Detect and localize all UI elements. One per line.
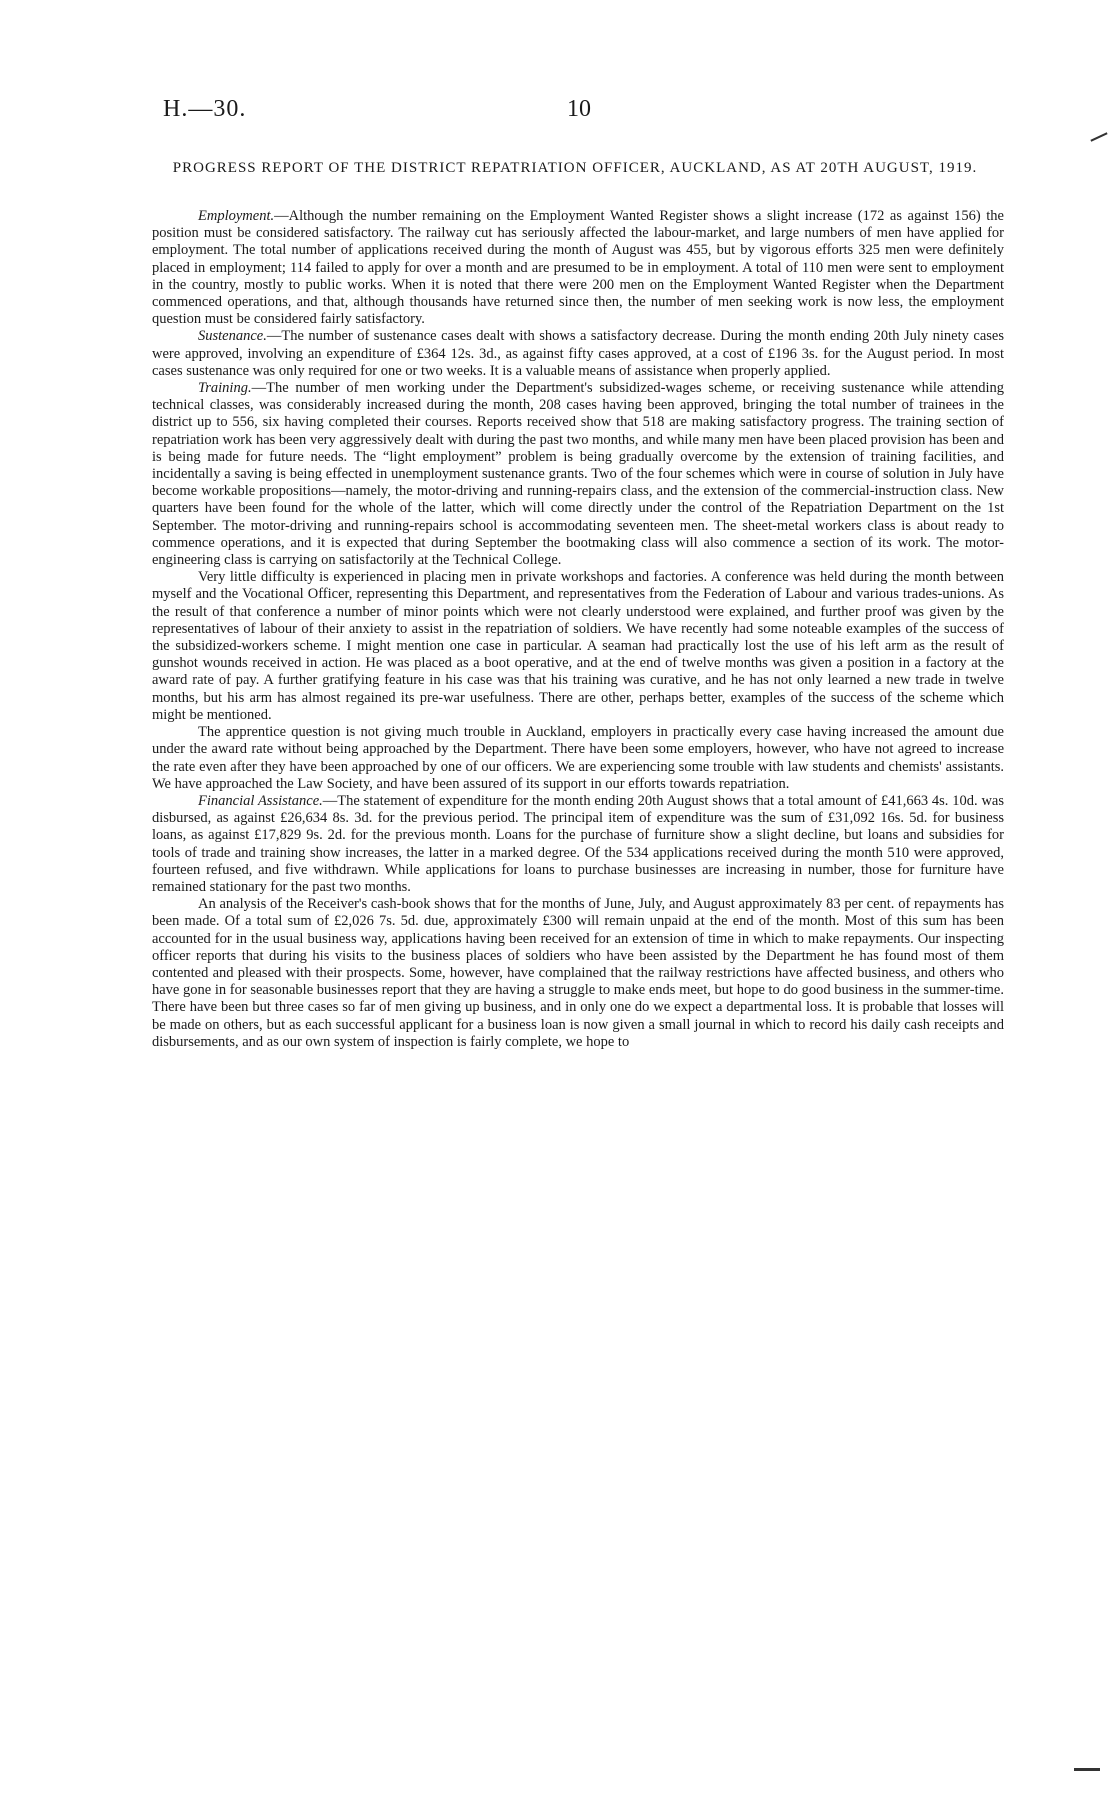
text-employment: —Although the number remaining on the Employment Wanted Register shows a slight increase (172 as against 156) the position must be considered satisfactory. The railway cut has seriously affected the labour-market, and large numbers of men have applied for employment. The total number of applications received during the month of August was 455, but by vigorous efforts 325 men were definitely placed in employment; 114 failed to apply for over a month and are presumed to be in employment. A total of 110 men were sent to employment in the country, mostly to public works. When it is noted that there were 200 men on the Employment Wanted Register when the Department commenced operations, and that, although thousands have returned since then, the number of men seeking work is now less, the employment question must be considered fairly satisfactory. (152, 208, 1004, 328)
heading-training: Training. (198, 380, 252, 397)
margin-mark-top (1090, 132, 1107, 141)
paragraph-financial (152, 793, 1004, 896)
document-code: H.—30. (163, 96, 247, 122)
page-number: 10 (567, 96, 591, 122)
text-workshops: Very little difficulty is experienced in placing men in private workshops and factories. A conference was held during the month between myself and the Vocational Officer, representing this Department, and representatives from the Federation of Labour and various trades-unions. As the result of that conference a number of minor points which were not clearly understood were explained, and further proof was given by the representatives of labour of their anxiety to assist in the repatriation of soldiers. We have recently had some noteable examples of the success of the subsidized-workers scheme. I might mention one case in particular. A seaman had practically lost the use of his left arm as the result of gunshot wounds received in action. He was placed as a boot operative, and at the end of twelve months was given a position in a factory at the award rate of pay. A further gratifying feature in his case was that his training was curative, and he has not only learned a new trade in twelve months, but his arm has almost regained its pre-war usefulness. There are other, perhaps better, examples of the success of the scheme which might be mentioned. (152, 569, 1004, 723)
margin-mark-bottom (1074, 1768, 1100, 1771)
text-analysis: An analysis of the Receiver's cash-book shows that for the months of June, July, and August approximately 83 per cent. of repayments has been made. Of a total sum of £2,026 7s. 5d. due, approximately £300 will remain unpaid at the end of the month. Most of this sum has been accounted for in the usual business way, applications having been received for an extension of time in which to make repayments. Our inspecting officer reports that during his visits to the business places of soldiers who have been assisted by the Department he has found most of them contented and pleased with their prospects. Some, however, have complained that the railway restrictions have affected business, and others who have gone in for seasonable businesses report that they are having a struggle to make ends meet, but hope to do good business in the summer-time. There have been but three cases so far of men giving up business, and in only one do we expect a departmental loss. It is probable that losses will be made on others, but as each successful applicant for a business loan is now given a small journal in which to record his daily cash receipts and disbursements, and as our own system of inspection is fairly complete, we hope to (152, 896, 1004, 1050)
text-sustenance: —The number of sustenance cases dealt with shows a satisfactory decrease. During the month ending 20th July ninety cases were approved, involving an expenditure of £364 12s. 3d., as against fifty cases approved, at a cost of £196 3s. for the August period. In most cases sustenance was only required for one or two weeks. It is a valuable means of assistance when properly applied. (152, 328, 1004, 379)
heading-financial: Financial Assistance. (198, 792, 323, 809)
paragraph-training (152, 380, 1004, 569)
report-body (152, 208, 1004, 1051)
paragraph-analysis (152, 896, 1004, 1051)
heading-sustenance: Sustenance. (198, 328, 267, 345)
paragraph-apprentice (152, 724, 1004, 793)
paragraph-workshops (152, 569, 1004, 724)
paragraph-sustenance (152, 328, 1004, 380)
text-financial: —The statement of expenditure for the month ending 20th August shows that a total amount of £41,663 4s. 10d. was disbursed, as against £26,634 8s. 3d. for the previous period. The principal item of expenditure was the sum of £31,092 16s. 5d. for business loans, as against £17,829 9s. 2d. for the previous month. Loans for the purchase of furniture show a slight decline, but loans and subsidies for tools of trade and training show increases, the latter in a marked degree. Of the 534 applications received during the month 510 were approved, fourteen refused, and five withdrawn. While applications for loans to purchase businesses are increasing in number, those for furniture have remained stationary for the past two months. (152, 792, 1004, 895)
heading-employment: Employment. (198, 208, 275, 224)
text-training: —The number of men working under the Department's subsidized-wages scheme, or receiving sustenance while attending technical classes, was considerably increased during the month, 208 cases having been approved, bringing the total number of trainees in the district up to 556, six having completed their courses. Reports received show that 518 are making satisfactory progress. The training section of repatriation work has been very aggressively dealt with during the past two months, and while many men have been placed provision has been and is being made for future needs. The “light employment” problem is being gradually overcome by the extension of training facilities, and incidentally a saving is being effected in unemployment sustenance grants. Two of the four schemes which were in course of solution in July have become workable propositions—namely, the motor-driving and running-repairs class, and the extension of the commercial-instruction class. New quarters have been found for the whole of the latter, which will come directly under the control of the Repatriation Department on the 1st September. The motor-driving and running-repairs school is accommodating seventeen men. The sheet-metal workers class is about ready to commence operations, and it is expected that during September the bootmaking class will also commence a section of its work. The motor-engineering class is carrying on satisfactorily at the Technical College. (152, 380, 1004, 569)
paragraph-employment (152, 208, 1004, 328)
report-title: PROGRESS REPORT OF THE DISTRICT REPATRIATION OFFICER, AUCKLAND, AS AT 20TH AUGUST, 1919. (172, 160, 978, 176)
text-apprentice: The apprentice question is not giving much trouble in Auckland, employers in practically every case having increased the amount due under the award rate without being approached by the Department. There have been some employers, however, who have not agreed to increase the rate even after they have been approached by one of our officers. We are experiencing some trouble with law students and chemists' assistants. We have approached the Law Society, and have been assured of its support in our efforts towards repatriation. (152, 724, 1004, 792)
